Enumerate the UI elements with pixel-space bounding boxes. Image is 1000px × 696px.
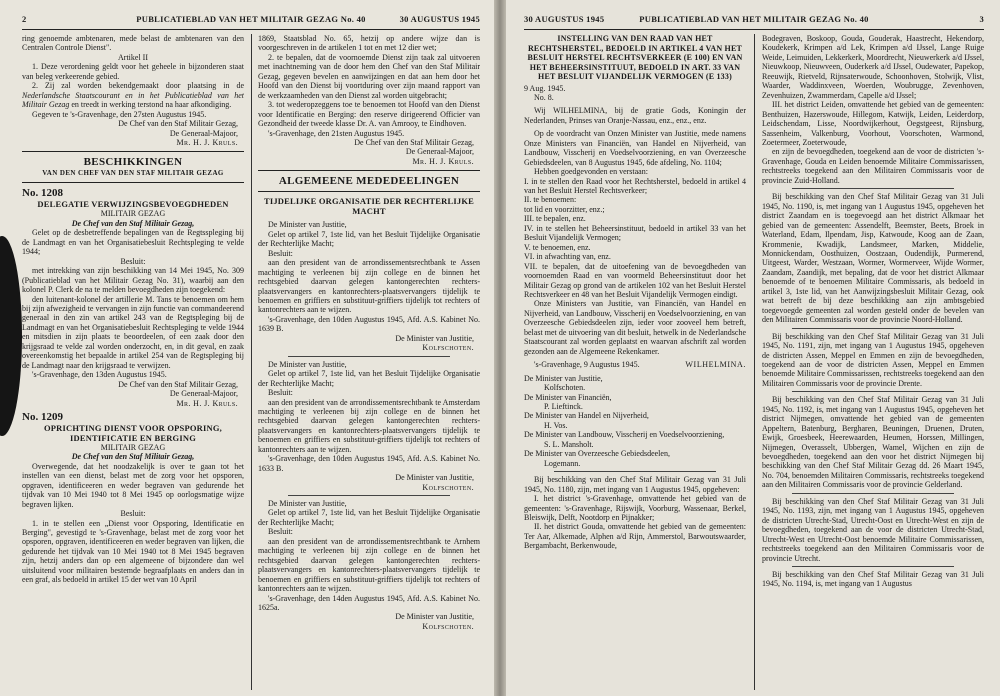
signatory-name: Logemann. bbox=[544, 458, 581, 468]
signature-line: De Chef van den Staf Militair Gezag, bbox=[118, 119, 238, 129]
decree-org: MILITAIR GEZAG bbox=[100, 209, 166, 219]
right-page-header bbox=[524, 14, 984, 26]
left-page-number: 2 bbox=[22, 14, 27, 24]
paragraph: Bij beschikking van den Chef Staf Militair Gezag van 31 Juli 1945, No. 1180, zijn, met ingang van 1 Augustus 1945, opgeheven: bbox=[524, 475, 746, 494]
paragraph: De Minister van Justitie, bbox=[268, 499, 347, 509]
paragraph: aan den president van de arrondissementsrechtbank te Amsterdam machtiging te verleenen bij zijn college en de binnen het rechtsgebied daarvan gelegen kantongerechten rechters-plaatsvervangers en kantonrechters-plaatsvervangers tijdelijk te benoemen en griffiers en substituut-griffiers tijdelijk tot rechters of kantonrechters aan te wijzen. bbox=[258, 397, 480, 454]
left-column-1 bbox=[22, 34, 244, 692]
item-rule bbox=[288, 356, 450, 357]
besluit-label: Besluit: bbox=[268, 527, 293, 537]
right-page-title: PUBLICATIEBLAD VAN HET MILITAIR GEZAG No. 40 bbox=[639, 14, 869, 24]
list-item: V. te benoemen, enz. bbox=[524, 242, 591, 252]
left-page-title: PUBLICATIEBLAD VAN HET MILITAIR GEZAG No. 40 bbox=[136, 14, 366, 24]
paragraph: III. het district Leiden, omvattende het gebied van de gemeenten: Benthuizen, Hazerswoude, Hillegom, Katwijk, Leiden, Leiderdorp, Leidschendam, Lisse, Noordwijkerhout, Oegstgeest, Rijnsburg, Sassenheim, Valkenburg, Voorhout, Voorschoten, Warmond, Zoetermeer, Zoeterwoude, bbox=[762, 100, 984, 147]
signatory-name: P. Lieftinck. bbox=[544, 402, 583, 411]
given-line: 's-Gravenhage, den 13den Augustus 1945. bbox=[32, 370, 167, 380]
decree-number: No. 1209 bbox=[22, 410, 63, 423]
signatory-role: De Minister van Justitie, bbox=[524, 373, 603, 383]
signature-name: Mr. H. J. Kruls. bbox=[176, 137, 238, 147]
paragraph: Gelet op artikel 7, 1ste lid, van het Besluit Tijdelijke Organisatie der Rechterlijke Macht; bbox=[258, 229, 480, 249]
text-run: en treedt in werking terstond na haar afkondiging. bbox=[71, 100, 232, 110]
paragraph: Bij beschikking van den Chef Staf Militair Gezag van 31 Juli 1945, No. 1190, is, met ingang van 1 Augustus 1945, opgeheven het district Zaandam en is toegevoegd aan het district Alkmaar het gebied van de gemeenten: Assendelft, Beemster, Beets, Broek in Waterland, Edam, Ilpendam, Jisp, Katwoude, Koog aan de Zaan, Krommenie, Kwadijk, Landsmeer, Marken, Middelie, Monnickendam, Oosthuizen, Oostzaan, Oudendijk, Purmerend, Uitgeest, Warder, Westzaan, Wormer, Wormerveer, Wijde Wormer, Zaandam, Zaandijk, met bepaling, dat de voor het district Alkmaar benoemde of te benoemen Militaire Commissaris, als bedoeld in artikel 3, 1ste lid, van het Aanwijzingsbesluit Militair Gezag, ook wat betreft de bij deze beschikking aan zijn ambtsgebied toegevoegde gemeenten zal worden gesteld onder de bevelen van den Militairen Commissaris voor de provincie Noord-Holland. bbox=[762, 192, 984, 325]
paragraph: den luitenant-kolonel der artillerie M. Tans te benoemen om hem bij zijn afwezigheid te vervangen in zijn functie van commandeerend generaal in den zin van artikel 243 van de Regtspleging bij de Landmagt en van het Organisatiebesluit Rechtspleging te velde 1944 en mitsdien in zijn plaats te beoordeelen, of een zaak door den krijgsraad te velde zal worden onderzocht, en, in dit geval, en zaak overeenkomstig het bepaalde in artikel 254 van de Regtspleging bij de Landmagt naar den krijgsraad te verwijzen. bbox=[22, 294, 244, 370]
paragraph: Bij beschikking van den Chef Staf Militair Gezag van 31 Juli 1945, No. 1193, zijn, met ingang van 1 Augustus 1945, opgeheven de districten Utrecht-Stad, Utrecht-Oost en Utrecht-West en zijn de bevoegdheden, toegekend aan de voor de districten Utrecht-Stad, Utrecht-West en Utrecht-Oost benoemde Militaire Commissarissen, rechtstreeks toegekend aan den Militairen Commissaris voor de provincie Utrecht. bbox=[762, 496, 984, 563]
decree-no: No. 8. bbox=[534, 92, 554, 102]
text-run: 2. Zij zal worden bekendgemaakt door plaatsing in de bbox=[32, 81, 244, 91]
section-rule bbox=[258, 191, 480, 192]
section-title: ALGEMEENE MEDEDEELINGEN bbox=[278, 175, 460, 188]
paragraph: Gelet op artikel 7, 1ste lid, van het Besluit Tijdelijke Organisatie der Rechterlijke Macht; bbox=[258, 369, 480, 388]
right-column-2 bbox=[762, 34, 984, 692]
paragraph bbox=[22, 81, 244, 109]
paragraph: Bodegraven, Boskoop, Gouda, Gouderak, Haastrecht, Hekendorp, Koudekerk, Krimpen a/d Lek, Krimpen a/d IJssel, Lange Ruige Weide, Leimuiden, Lekkerkerk, Moordrecht, Nieuwerkerk a/d IJssel, Nieuwkoop, Nieuwveen, Ouderkerk a/d IJssel, Oudewater, Papekop, Reeuwijk, Rietveld, Rijnsaterwoude, Schoonhoven, Stolwijk, Vlist, Waarder, Waddinxveen, Woerden, Woubrugge, Zevenhoven, Zevenhuizen, Zwammerdam, Capelle a/d IJssel; bbox=[762, 34, 984, 100]
besluit-label: Besluit: bbox=[268, 388, 293, 398]
section-rule bbox=[258, 170, 480, 171]
page-gutter bbox=[494, 0, 506, 696]
paragraph: 3. tot wederopzeggens toe te benoemen tot Hoofd van den Dienst voor Identificatie en Berging: den reserve dirigeerend Officier van Gezondheid der tweede klasse Dr. A. van Amrooy, te Eindhoven. bbox=[258, 100, 480, 129]
left-page-header bbox=[22, 14, 480, 26]
besluit-label: Besluit: bbox=[268, 248, 293, 258]
item-rule bbox=[792, 328, 954, 329]
text-run: Nederlandsche Staatscourant en in het Publicatieblad van het Militair Gezag bbox=[22, 90, 244, 110]
decree-author: De Chef van den Staf Militair Gezag, bbox=[71, 218, 195, 228]
section-rule bbox=[22, 151, 244, 152]
list-item: VII. te bepalen, dat de uitoefening van de bevoegdheden van voornoemden Raad en van voormeld Beheersinstituut door het Militair Gezag op grond van de artikelen 102 van het Besluit Herstel Rechtsverkeer en 48 van het Besluit Vijandelijk Vermogen eindigt. bbox=[524, 261, 746, 300]
signature-name: Kolfschoten. bbox=[422, 343, 474, 353]
signature-name: Mr. H. J. Kruls. bbox=[176, 398, 238, 408]
paragraph: De Minister van Justitie, bbox=[268, 220, 347, 230]
list-item: I. in te stellen den Raad voor het Rechtsherstel, bedoeld in artikel 4 van het Besluit Herstel Rechtsverkeer; bbox=[524, 176, 746, 196]
item-rule bbox=[792, 493, 954, 494]
right-header-rule bbox=[524, 29, 984, 30]
signature-line: De Chef van den Staf Militair Gezag, bbox=[118, 379, 238, 389]
decree-items bbox=[524, 177, 746, 300]
subsection-title: TIJDELIJKE ORGANISATIE DER RECHTERLIJKE MACHT bbox=[263, 196, 475, 217]
paragraph: Bij beschikking van den Chef Staf Militair Gezag van 31 Juli 1945, No. 1191, zijn, met ingang van 1 Augustus 1945, opgeheven de districten Assen, Meppel en Emmen en zijn de bevoegdheden, toegekend aan de voor de districten Assen, Meppel en Emmen benoemde Militaire Commissarissen, rechtstreeks toegekend aan den Militairen Commissaris voor de provincie Drente. bbox=[762, 331, 984, 388]
besluit-label: Besluit: bbox=[120, 509, 146, 519]
signatory-role: De Minister van Overzeesche Gebiedsdeelen, bbox=[524, 449, 670, 459]
column-divider bbox=[251, 34, 252, 690]
decree-author: De Chef van den Staf Militair Gezag, bbox=[71, 452, 195, 462]
paragraph: aan den president van de arrondissementsrechtbank te Assen machtiging te verleenen bij zijn college en de binnen het rechtsgebied daarvan gelegen kantongerechten rechters-plaatsvervangers en kantonrechters-plaatsvervangers tijdelijk te benoemen en griffiers en substituut-griffiers tijdelijk tot rechters of kantonrechters aan te wijzen. bbox=[258, 258, 480, 315]
royal-signature: WILHELMINA. bbox=[685, 360, 746, 370]
opening-line: Wij WILHELMINA, bij de gratie Gods, Koningin der Nederlanden, Prinses van Oranje-Nassau, enz., enz., enz. bbox=[524, 106, 746, 125]
paragraph: ring genoemde ambtenaren, mede belast de ambtenaren van den Centralen Controle Dienst". bbox=[22, 34, 244, 53]
decree-date: 9 Aug. 1945. bbox=[524, 83, 566, 93]
paragraph: Hebben goedgevonden en verstaan: bbox=[534, 167, 648, 177]
item-rule bbox=[792, 188, 954, 189]
signature-name: Mr. H. J. Kruls. bbox=[412, 156, 474, 166]
right-page-number: 3 bbox=[979, 14, 984, 24]
left-page bbox=[0, 0, 494, 696]
paragraph: Overwegende, dat het noodzakelijk is over te gaan tot het instellen van een dienst, belast met de zorg voor het opsporen, opgraven, identificeeren en weder begraven van gedurende het tijdvak van 10 Mei 1940 tot 8 Mei 1945 op oorlogsmatige wijze begraven lijken. bbox=[22, 461, 244, 509]
decree-org: MILITAIR GEZAG bbox=[100, 442, 166, 452]
signature-line: De Generaal-Majoor, bbox=[405, 147, 474, 157]
paragraph: Op de voordracht van Onzen Minister van Justitie, mede namens Onze Ministers van Financiën, van Handel en Nijverheid, van Landbouw, Visscherij en Voedselvoorziening, en van Overzeesche Gebiedsdeelen, van 8 Augustus 1945, 6de afdeling, No. 1104; bbox=[524, 129, 746, 167]
right-page bbox=[506, 0, 1000, 696]
besluit-label: Besluit: bbox=[120, 256, 146, 266]
text-run: 's-Gravenhage, 9 Augustus 1945. bbox=[534, 360, 640, 370]
paragraph: 1869, Staatsblad No. 65, hetzij op andere wijze dan is voorgeschreven in de artikelen 1 tot en met 12 dier wet; bbox=[258, 34, 480, 53]
given-line: 's-Gravenhage, den 10den Augustus 1945, Afd. A.S. Kabinet No. 1633 B. bbox=[258, 454, 480, 473]
paragraph: Bij beschikking van den Chef Staf Militair Gezag van 31 Juli 1945, No. 1194, is, met ingang van 1 Augustus bbox=[762, 570, 984, 589]
section-rule bbox=[22, 182, 244, 183]
paragraph: 2. te bepalen, dat de voornoemde Dienst zijn taak zal uitvoeren met inachtneming van de door hem den Chef van den Staf Militair Gezag, gegeven bevelen en aanwijzingen en dat aan hem door het Hoofd van den Dienst bij voortduring over zijn maand rapport van de werkzaamheden van den Dienst zal worden uitgebracht; bbox=[258, 52, 480, 100]
list-item: III. te bepalen, enz. bbox=[524, 214, 586, 224]
item-rule bbox=[792, 566, 954, 567]
signatory-role: De Minister van Handel en Nijverheid, bbox=[524, 411, 649, 421]
item-rule bbox=[288, 495, 450, 496]
paragraph: Gelet op de desbetreffende bepalingen van de Regtsspleging bij de Landmagt en van het Organisatiebesluit Rechtspleging te velde 1944; bbox=[22, 228, 244, 257]
paragraph: De Minister van Justitie, bbox=[268, 359, 347, 369]
given-line: 's-Gravenhage, den 21sten Augustus 1945. bbox=[268, 128, 405, 138]
left-column-2 bbox=[258, 34, 480, 692]
signature-line: De Minister van Justitie, bbox=[395, 612, 474, 622]
paragraph: 1. Deze verordening geldt voor het geheele in bijzonderen staat van beleg verkeerende gebied. bbox=[22, 62, 244, 81]
given-line bbox=[524, 360, 746, 369]
given-line: Gegeven te 's-Gravenhage, den 27sten Augustus 1945. bbox=[32, 109, 207, 119]
list-item: VI. in afwachting van, enz. bbox=[524, 252, 611, 262]
signature-line: De Minister van Justitie, bbox=[395, 333, 474, 343]
decree-title: INSTELLING VAN DEN RAAD VAN HET RECHTSHERSTEL, BEDOELD IN ARTIKEL 4 VAN HET BESLUIT HERSTEL RECHTSVERKEER (E 100) EN VAN HET BEHEERSINSTITUUT, BEDOELD IN ART. 33 VAN HET BESLUIT VIJANDELIJK VERMOGEN (E 133) bbox=[527, 34, 743, 81]
paragraph: Bij beschikking van den Chef Staf Militair Gezag van 31 Juli 1945, No. 1192, is, met ingang van 1 Augustus 1945, opgeheven het district Nijmegen, omvattende het gebied van de gemeenten Appeltern, Batenburg, Bergharen, Beuningen, Druenen, Druten, Ewijk, Groesbeek, Heerewaarden, Heumen, Horssen, Millingen, Nijmegen, Overasselt, Ubbergen, Wamel, Wijchen en zijn de bevoegdheden, toegekend aan den voor het district Nijmegen bij beschikking van den Chef Staf Militair Gezag dd. 26 Maart 1945, No. 704, benoemden Militairen Commissaris, rechtstreeks toegekend aan den Militairen Commissaris voor de provincie Gelderland. bbox=[762, 395, 984, 490]
given-line: 's-Gravenhage, den 10den Augustus 1945, Afd. A.S. Kabinet No. 1639 B. bbox=[258, 314, 480, 334]
left-page-date: 30 AUGUSTUS 1945 bbox=[399, 14, 480, 24]
signature-line: De Generaal-Majoor, bbox=[169, 389, 238, 399]
signature-line: De Generaal-Majoor, bbox=[169, 128, 238, 138]
signatory-role: De Minister van Landbouw, Visscherij en Voedselvoorziening, bbox=[524, 430, 725, 440]
paragraph: I. het district 's-Gravenhage, omvattende het gebied van de gemeenten: 's-Gravenhage, Rijswijk, Voorburg, Wassenaar, Berkel, Bleiswijk, Delft, Nootdorp en Pijnakker; bbox=[524, 494, 746, 522]
signature-name: Kolfschoten. bbox=[422, 482, 474, 492]
right-column-1 bbox=[524, 34, 746, 692]
section-title: BESCHIKKINGEN bbox=[83, 156, 183, 169]
paragraph: met intrekking van zijn beschikking van 14 Mei 1945, No. 309 (Publicatieblad van het Militair Gezag No. 31), waarbij aan den kolonel P. Clerk de na te melden bevoegdheden zijn toegekend: bbox=[22, 266, 244, 295]
signature-name: Kolfschoten. bbox=[422, 621, 474, 631]
given-line: 's-Gravenhage, den 14den Augustus 1945, Afd. A.S. Kabinet No. 1625a. bbox=[258, 593, 480, 613]
paragraph: II. het district Gouda, omvattende het gebied van de gemeenten: Ter Aar, Alkemade, Alphen a/d Rijn, Ammerstol, Barwoutswaarder, Bergambacht, Berkenwoude, bbox=[524, 522, 746, 551]
list-item: tot lid en voorzitter, enz.; bbox=[524, 204, 605, 214]
left-header-rule bbox=[22, 29, 480, 30]
column-divider bbox=[754, 34, 755, 690]
paragraph: Onze Ministers van Justitie, van Financiën, van Handel en Nijverheid, van Landbouw, Visscherij en Voedselvoorziening, en van Overzeesche Gebiedsdeelen zijn, ieder voor zooveel hem betreft, belast met de uitvoering van dit besluit, hetwelk in de Nederlandsche Staatscourant zal worden geplaatst en waarvan afschrift zal worden gezonden aan de Algemeene Rekenkamer. bbox=[524, 299, 746, 356]
paragraph: aan den president van de arrondissementsrechtbank te Arnhem machtiging te verleenen bij zijn college en de binnen het rechtsgebied daarvan gelegen kantongerechten rechters-plaatsvervangers en kantonrechters-plaatsvervangers tijdelijk te benoemen en griffiers en substituut-griffiers tijdelijk tot rechters of kantonrechters aan te wijzen. bbox=[258, 536, 480, 594]
signature-line: De Chef van den Staf Militair Gezag, bbox=[354, 137, 474, 147]
list-item: IV. in te stellen het Beheersinstituut, bedoeld in artikel 33 van het Besluit Vijandelijk Vermogen; bbox=[524, 223, 746, 243]
signatory-name: H. Vos. bbox=[544, 420, 568, 430]
binding-hole bbox=[0, 236, 22, 436]
paragraph: Gelet op artikel 7, 1ste lid, van het Besluit Tijdelijke Organisatie der Rechterlijke Macht; bbox=[258, 508, 480, 527]
article-heading: Artikel II bbox=[118, 52, 148, 62]
item-rule bbox=[792, 391, 954, 392]
list-item: II. te benoemen: bbox=[524, 195, 577, 205]
paragraph: en zijn de bevoegdheden, toegekend aan de voor de districten 's-Gravenhage, Gouda en Leiden benoemde Militaire Commissarissen, rechtstreeks toegekend aan den Militairen Commissaris voor de provincie Zuid-Holland. bbox=[762, 147, 984, 185]
decree-title: OPRICHTING DIENST VOOR OPSPORING, IDENTIFICATIE EN BERGING bbox=[43, 422, 223, 443]
signatory-name: Kolfschoten. bbox=[544, 383, 586, 393]
right-page-date: 30 AUGUSTUS 1945 bbox=[524, 14, 605, 24]
section-subtitle: VAN DEN CHEF VAN DEN STAF MILITAIR GEZAG bbox=[42, 169, 224, 178]
decree-title: DELEGATIE VERWIJZINGSBEVOEGDHEDEN bbox=[37, 199, 229, 210]
item-rule bbox=[554, 471, 716, 472]
decree-number: No. 1208 bbox=[22, 187, 63, 200]
paragraph: 1. in te stellen een „Dienst voor Opsporing, Identificatie en Berging", gevestigd te 's-Gravenhage, belast met de zorg voor het opsporen, opgraven, identificeeren en weder begraven van lijken, die gedurende het tijdvak van 10 Mei 1940 tot 8 Mei 1945 begraven zijn, hetzij anders dan op een algemeene of bijzondere dan wel uitsluitend voor militairen bestemde begraafplaats en anders dan in een graf, als bedoeld in artikel 15 der wet van 10 April bbox=[22, 518, 244, 585]
signature-line: De Minister van Justitie, bbox=[395, 473, 474, 483]
signatory-name: S. L. Mansholt. bbox=[544, 439, 594, 449]
signatory-role: De Minister van Financiën, bbox=[524, 392, 612, 402]
